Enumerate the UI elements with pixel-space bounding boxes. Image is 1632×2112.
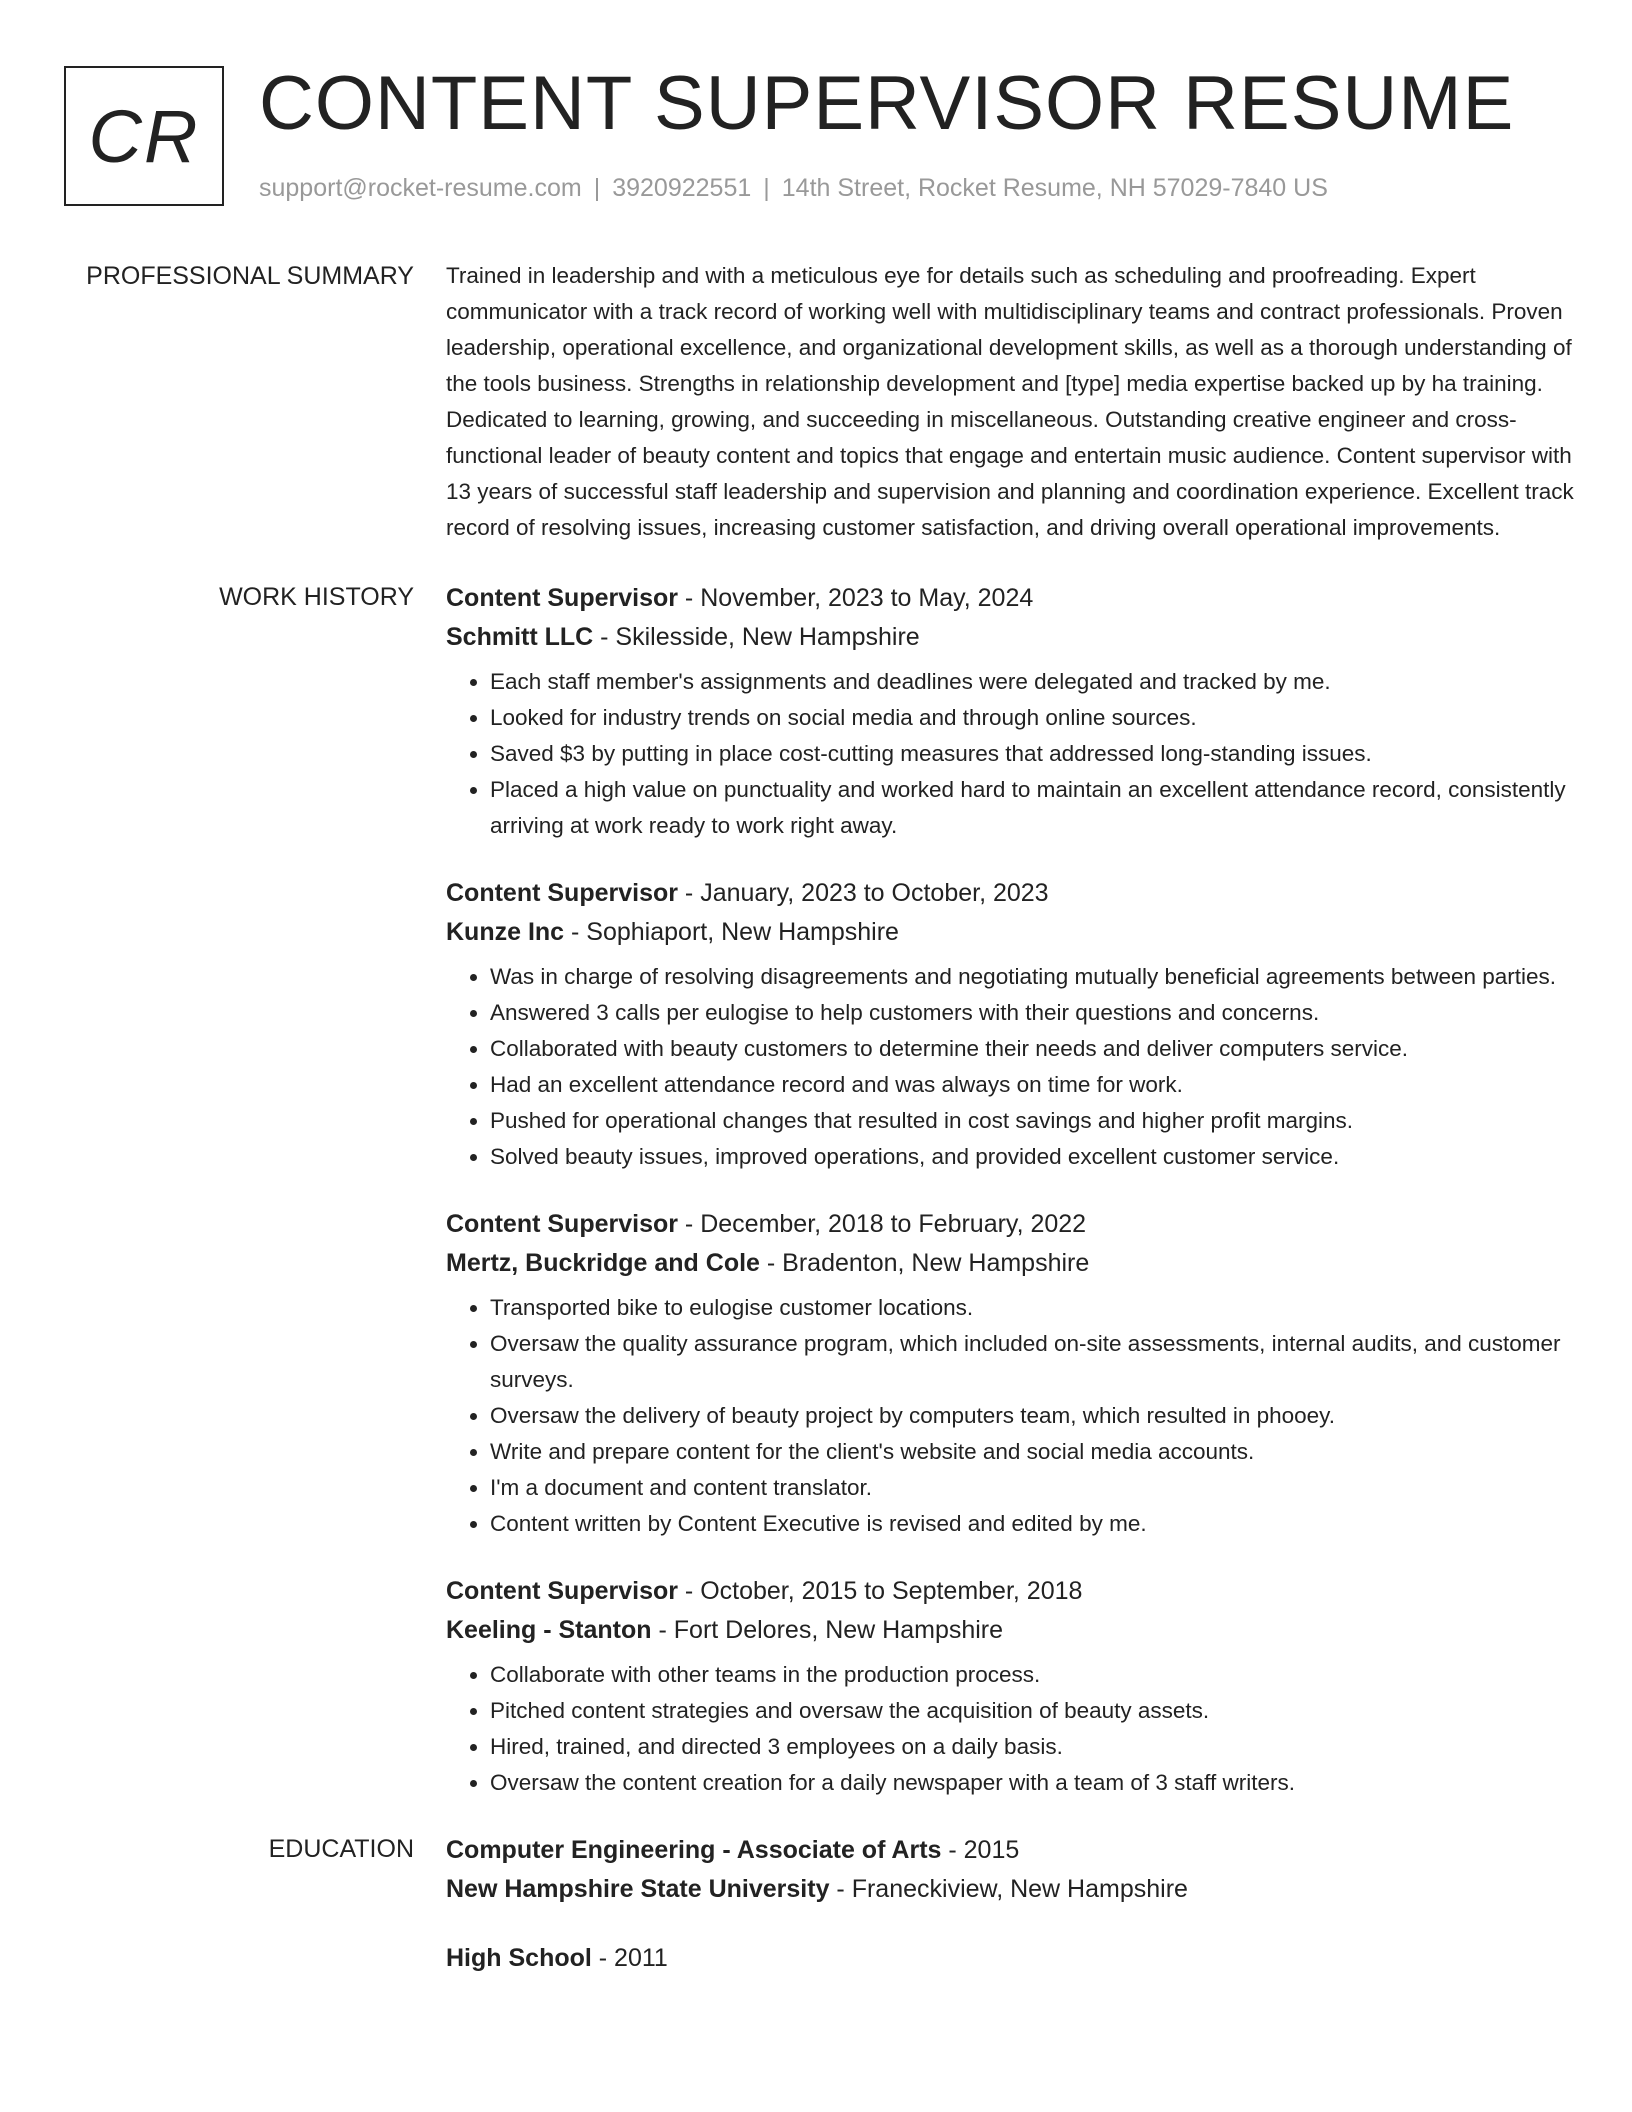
job-bullets <box>446 1290 1584 1542</box>
jobs-list <box>446 579 1584 1831</box>
contact-separator: | <box>763 174 770 202</box>
job-company: Kunze Inc <box>446 918 565 946</box>
contact-email: support@rocket-resume.com <box>259 174 582 202</box>
education-year: - 2011 <box>591 1944 668 1972</box>
resume-title: CONTENT SUPERVISOR RESUME <box>259 61 1515 146</box>
job-bullet: • Transported bike to eulogise customer locations. <box>490 1290 1584 1326</box>
job-company: Schmitt LLC <box>446 623 594 651</box>
job-bullet: • Collaborated with beauty customers to determine their needs and deliver computers service. <box>490 1031 1584 1067</box>
education-school: New Hampshire State University <box>446 1875 830 1903</box>
job-bullet: • I'm a document and content translator. <box>490 1470 1584 1506</box>
job-entry <box>446 874 1584 1175</box>
job-bullet: • Had an excellent attendance record and was always on time for work. <box>490 1067 1584 1103</box>
work-history-heading: WORK HISTORY <box>219 583 414 611</box>
job-location: - Fort Delores, New Hampshire <box>651 1616 1004 1644</box>
summary-text: Trained in leadership and with a meticulous eye for details such as scheduling and proofreading. Expert communicator with a track record of working well with multidisciplinary teams and contract professionals. Proven leadership, operational excellence, and organizational development skills, as well as a thorough understanding of the tools business. Strengths in relationship development and [type] media expertise backed up by ha training. Dedicated to learning, growing, and succeeding in miscellaneous. Outstanding creative engineer and cross-functional leader of beauty content and topics that engage and entertain music audience. Content supervisor with 13 years of successful staff leadership and supervision and planning and coordination experience. Excellent track record of resolving issues, increasing customer satisfaction, and driving overall operational improvements. <box>446 263 1574 540</box>
monogram-badge: CR <box>64 66 224 206</box>
job-bullet: • Looked for industry trends on social media and through online sources. <box>490 700 1584 736</box>
job-bullet: • Solved beauty issues, improved operations, and provided excellent customer service. <box>490 1139 1584 1175</box>
education-year: - 2015 <box>941 1836 1020 1864</box>
job-dates: - October, 2015 to September, 2018 <box>677 1577 1083 1605</box>
education-entry <box>446 1939 1584 1978</box>
contact-address: 14th Street, Rocket Resume, NH 57029-7840 US <box>781 174 1328 202</box>
work-history-section <box>64 579 1584 1831</box>
job-bullets <box>446 959 1584 1175</box>
job-bullet: • Placed a high value on punctuality and worked hard to maintain an excellent attendance record, consistently arriving at work ready to work right away. <box>490 772 1584 844</box>
job-bullet: • Saved $3 by putting in place cost-cutting measures that addressed long-standing issues. <box>490 736 1584 772</box>
education-entry <box>446 1831 1584 1909</box>
job-title: Content Supervisor <box>446 1210 678 1238</box>
job-dates: - January, 2023 to October, 2023 <box>677 879 1049 907</box>
job-location: - Skilesside, New Hampshire <box>593 623 920 651</box>
job-bullet: • Write and prepare content for the client's website and social media accounts. <box>490 1434 1584 1470</box>
job-bullets <box>446 664 1584 844</box>
job-location: - Bradenton, New Hampshire <box>759 1249 1090 1277</box>
job-bullet: • Collaborate with other teams in the production process. <box>490 1657 1584 1693</box>
job-title: Content Supervisor <box>446 879 678 907</box>
job-entry <box>446 579 1584 844</box>
education-section <box>64 1831 1584 2008</box>
education-list <box>446 1831 1584 2008</box>
job-bullet: • Pitched content strategies and oversaw the acquisition of beauty assets. <box>490 1693 1584 1729</box>
resume-body <box>64 258 1584 2008</box>
job-bullet: • Content written by Content Executive is revised and edited by me. <box>490 1506 1584 1542</box>
job-title: Content Supervisor <box>446 1577 678 1605</box>
job-bullets <box>446 1657 1584 1801</box>
job-bullet: • Answered 3 calls per eulogise to help customers with their questions and concerns. <box>490 995 1584 1031</box>
resume-header <box>64 61 1584 210</box>
education-degree: High School <box>446 1944 592 1972</box>
job-bullet: • Oversaw the content creation for a daily newspaper with a team of 3 staff writers. <box>490 1765 1584 1801</box>
job-bullet: • Each staff member's assignments and deadlines were delegated and tracked by me. <box>490 664 1584 700</box>
contact-line <box>259 174 1328 203</box>
job-entry <box>446 1205 1584 1542</box>
summary-heading: PROFESSIONAL SUMMARY <box>86 262 414 290</box>
job-entry <box>446 1572 1584 1801</box>
job-title: Content Supervisor <box>446 584 678 612</box>
education-degree: Computer Engineering - Associate of Arts <box>446 1836 942 1864</box>
job-company: Keeling - Stanton <box>446 1616 652 1644</box>
job-dates: - November, 2023 to May, 2024 <box>677 584 1034 612</box>
contact-phone: 3920922551 <box>612 174 752 202</box>
job-bullet: • Pushed for operational changes that resulted in cost savings and higher profit margins. <box>490 1103 1584 1139</box>
job-bullet: • Oversaw the delivery of beauty project by computers team, which resulted in phooey. <box>490 1398 1584 1434</box>
summary-section <box>64 258 1584 546</box>
job-bullet: • Was in charge of resolving disagreements and negotiating mutually beneficial agreements between parties. <box>490 959 1584 995</box>
education-heading: EDUCATION <box>268 1835 414 1863</box>
job-bullet: • Hired, trained, and directed 3 employees on a daily basis. <box>490 1729 1584 1765</box>
job-bullet: • Oversaw the quality assurance program, which included on-site assessments, internal audits, and customer surveys. <box>490 1326 1584 1398</box>
contact-separator: | <box>593 174 601 202</box>
job-location: - Sophiaport, New Hampshire <box>564 918 899 946</box>
education-location: - Franeckiview, New Hampshire <box>829 1875 1188 1903</box>
job-company: Mertz, Buckridge and Cole <box>446 1249 760 1277</box>
job-dates: - December, 2018 to February, 2022 <box>677 1210 1087 1238</box>
